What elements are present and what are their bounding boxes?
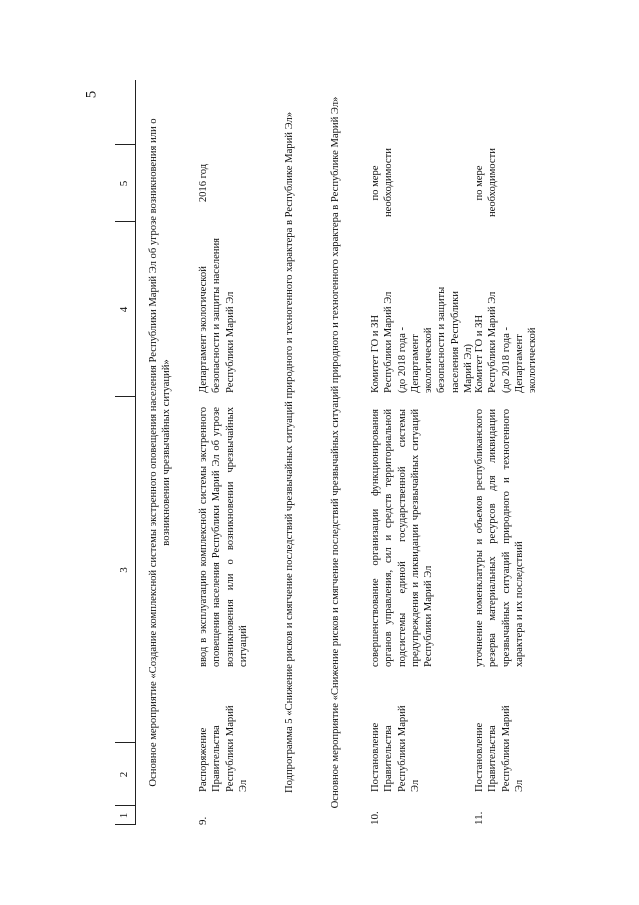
header-col-5: 5 (118, 180, 130, 187)
rotated-table (115, 80, 539, 825)
section-title-oповещение: Основное мероприятие «Создание комплексной системы экстренного оповещения населения Республики Марий Эл об угрозе возникновения или о возникновении чрезвычайных ситуаций» (148, 118, 173, 787)
row-term: 2016 год (198, 163, 209, 203)
row-responsible: Комитет ГО и ЗН Республики Марий Эл (до 2018 года - Департамент экологической (474, 291, 539, 393)
row-description: совершенствование организации функционирования органов управления, сил и средств территориальной подсистемы единой государственной системы предупреждения и ликвидации чрезвычайных ситуаций Республики Марий Эл (370, 409, 435, 667)
section-title-risks: Основное мероприятие «Снижение рисков и смягчение последствий чрезвычайных ситуаций природного и техногенного характера в Республике Марий Эл» (330, 96, 341, 809)
row-responsible: Департамент экологической безопасности и защиты населения Республики Марий Эл (198, 238, 236, 393)
row-responsible: Комитет ГО и ЗН Республики Марий Эл (до 2018 года - Департамент экологической безопасности и защиты населения Республики Марий Эл) (370, 286, 475, 393)
header-col-2: 2 (118, 771, 130, 778)
row-document: Распоряжение Правительства Республики Марий Эл (198, 705, 249, 792)
row-document: Постановление Правительства Республики Марий Эл (370, 705, 421, 792)
row-number: 10. (369, 811, 381, 825)
row-number: 11. (473, 811, 485, 825)
row-document: Постановление Правительства Республики Марий Эл (474, 705, 525, 792)
table-header-row (115, 80, 136, 825)
row-term: по мере необходимости (474, 148, 499, 217)
column-divider (115, 824, 135, 825)
page-number: 5 (83, 90, 100, 99)
row-description: ввод в эксплуатацию комплексной системы экстренного оповещения населения Республики Марий Эл об угрозе возникновения или о возникновении чрезвычайных ситуаций (198, 407, 249, 667)
header-col-4: 4 (118, 306, 130, 313)
row-description: уточнение номенклатуры и объемов республиканского резерва материальных ресурсов для ликвидации чрезвычайных ситуаций природного и техногенного характера и их последствий (474, 409, 525, 667)
subprogram-title: Подпрограмма 5 «Снижение рисков и смягчение последствий чрезвычайных ситуаций природного и техногенного характера в Республике Марий Эл» (284, 111, 295, 794)
row-term: по мере необходимости (370, 148, 395, 217)
header-col-1: 1 (118, 812, 130, 819)
row-number: 9. (197, 816, 209, 825)
header-col-3: 3 (118, 567, 130, 573)
